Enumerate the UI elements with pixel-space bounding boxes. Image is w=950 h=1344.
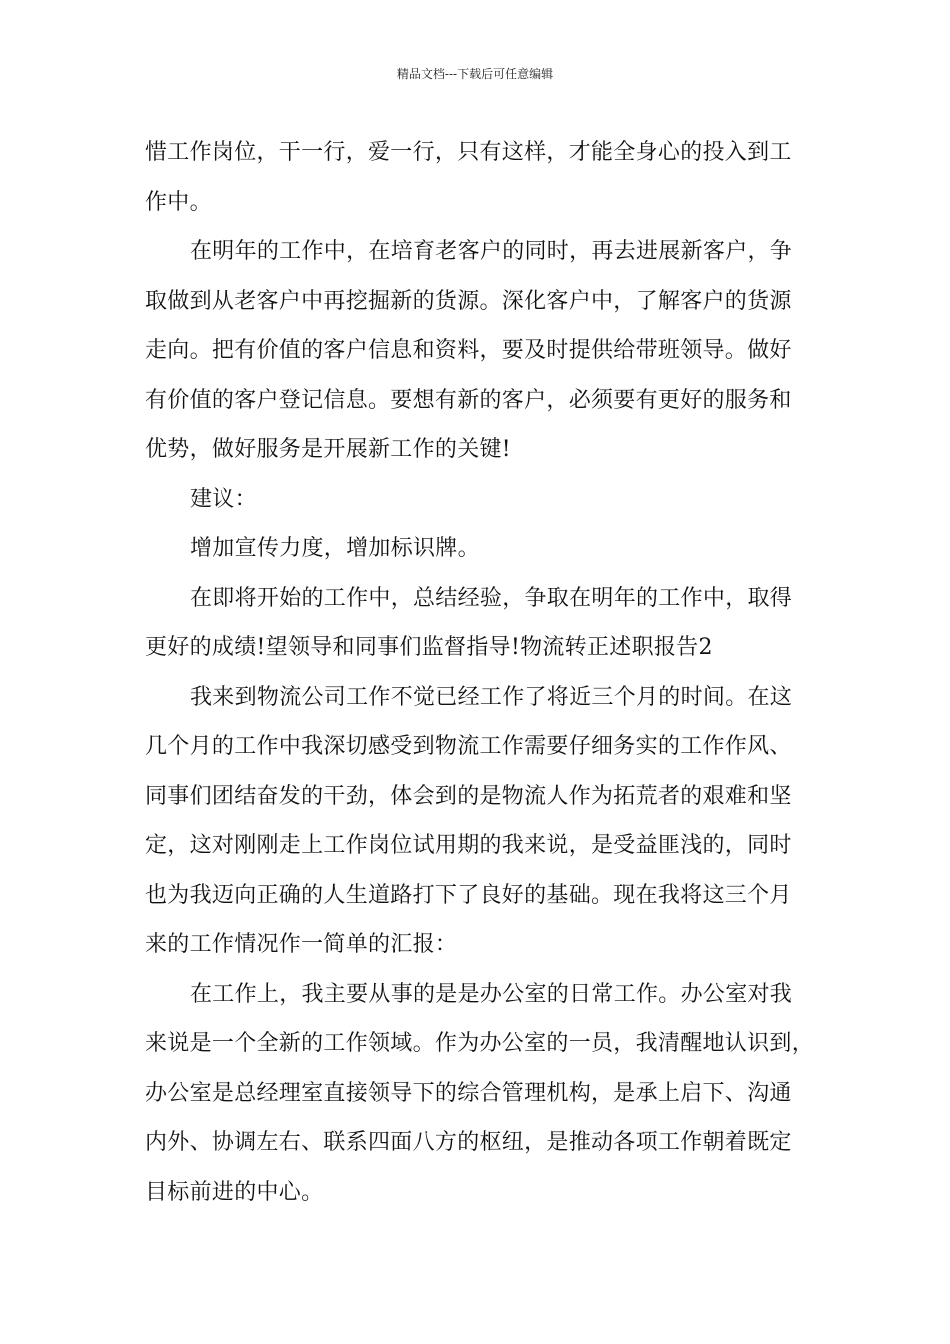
paragraph bbox=[145, 970, 815, 1218]
text-line: 几个月的工作中我深切感受到物流工作需要仔细务实的工作作风、 bbox=[145, 734, 792, 759]
text-line: 内外、协调左右、联系四面八方的枢纽，是推动各项工作朝着既定 bbox=[145, 1130, 792, 1155]
text-line: 更好的成绩!望领导和同事们监督指导!物流转正述职报告2 bbox=[145, 635, 713, 660]
text-line: 目标前进的中心。 bbox=[145, 1179, 324, 1205]
document-body bbox=[145, 128, 815, 1217]
text-line: 惜工作岗位，干一行，爱一行，只有这样，才能全身心的投入到工 bbox=[145, 140, 792, 165]
text-line: 在明年的工作中，在培育老客户的同时，再去进展新客户，争 bbox=[190, 239, 793, 264]
text-line: 取做到从老客户中再挖掘新的货源。深化客户中，了解客户的货源 bbox=[145, 288, 792, 314]
text-line: 同事们团结奋发的干劲，体会到的是物流人作为拓荒者的艰难和坚 bbox=[145, 783, 792, 809]
text-line: 优势，做好服务是开展新工作的关键! bbox=[145, 437, 511, 462]
text-line: 在工作上，我主要从事的是是办公室的日常工作。办公室对我 bbox=[190, 981, 793, 1007]
paragraph bbox=[145, 574, 810, 673]
page-header: 精品文档---下载后可任意编辑 bbox=[396, 67, 554, 81]
paragraph bbox=[145, 524, 810, 574]
text-line: 建议： bbox=[190, 486, 257, 512]
paragraph bbox=[145, 475, 810, 525]
text-line: 也为我迈向正确的人生道路打下了良好的基础。现在我将这三个月 bbox=[145, 882, 792, 908]
text-line: 在即将开始的工作中，总结经验，争取在明年的工作中，取得 bbox=[190, 585, 793, 611]
paragraph bbox=[145, 227, 810, 475]
paragraph bbox=[145, 128, 810, 227]
text-line: 有价值的客户登记信息。要想有新的客户，必须要有更好的服务和 bbox=[145, 387, 792, 413]
text-line: 增加宣传力度，增加标识牌。 bbox=[190, 536, 480, 561]
text-line: 办公室是总经理室直接领导下的综合管理机构，是承上启下、沟通 bbox=[145, 1080, 792, 1106]
text-line: 走向。把有价值的客户信息和资料，要及时提供给带班领导。做好 bbox=[145, 338, 792, 363]
text-line: 定，这对刚刚走上工作岗位试用期的我来说，是受益匪浅的，同时 bbox=[145, 833, 792, 858]
text-line: 我来到物流公司工作不觉已经工作了将近三个月的时间。在这 bbox=[190, 684, 793, 710]
text-line: 来说是一个全新的工作领域。作为办公室的一员，我清醒地认识到， bbox=[145, 1031, 815, 1056]
text-line: 作中。 bbox=[145, 189, 212, 215]
paragraph bbox=[145, 673, 810, 970]
text-line: 来的工作情况作一简单的汇报： bbox=[145, 932, 458, 957]
